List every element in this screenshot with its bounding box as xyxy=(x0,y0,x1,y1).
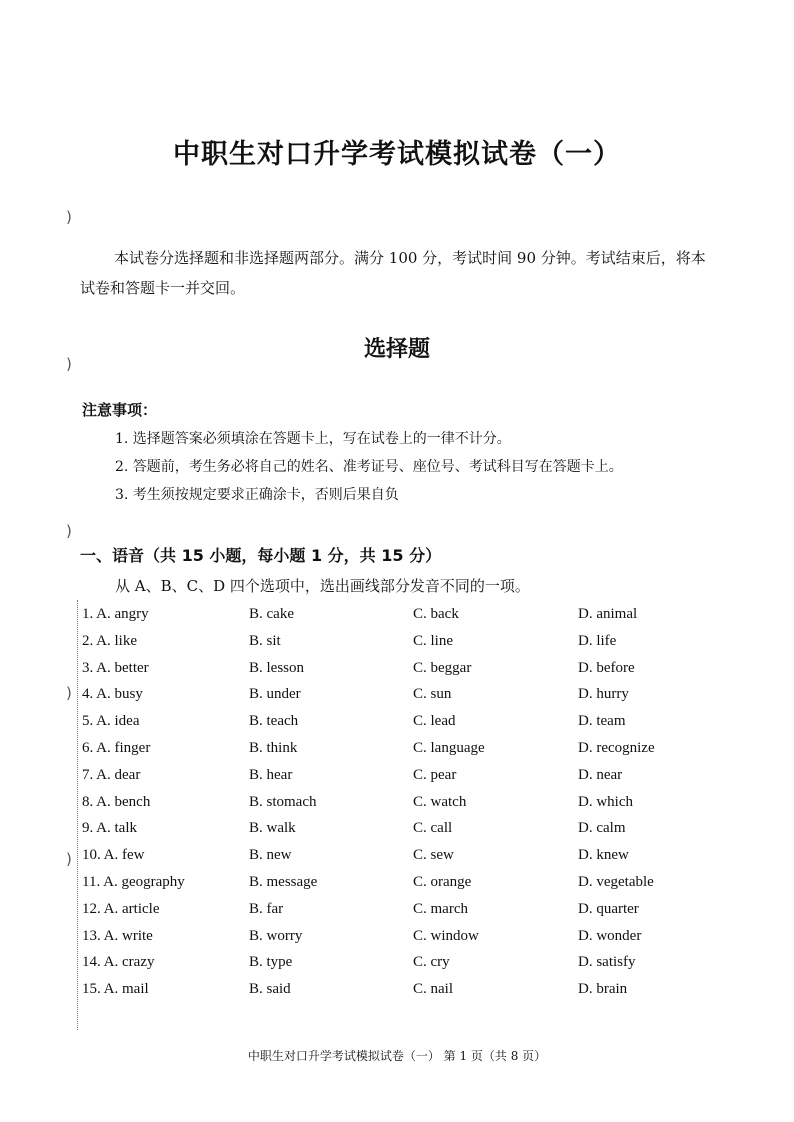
option-b: B. sit xyxy=(249,632,281,649)
question-row xyxy=(82,816,722,843)
option-d: D. before xyxy=(578,659,635,676)
binding-dotted-line xyxy=(77,600,78,1030)
section-title: 选择题 xyxy=(363,336,430,362)
option-b: B. type xyxy=(249,954,293,971)
question-row xyxy=(82,763,722,790)
notes-heading: 注意事项： xyxy=(82,401,158,419)
option-c: C. cry xyxy=(413,954,450,971)
option-c: C. pear xyxy=(413,766,457,783)
question-row xyxy=(82,843,722,870)
option-b: B. think xyxy=(249,739,298,756)
option-c: C. watch xyxy=(413,793,467,810)
option-d: D. team xyxy=(578,713,626,730)
option-d: D. recognize xyxy=(578,739,655,756)
option-c: C. language xyxy=(413,739,485,756)
question-row xyxy=(82,897,722,924)
option-b: B. hear xyxy=(249,766,293,783)
margin-mark: ) xyxy=(66,355,72,373)
option-d: D. satisfy xyxy=(578,954,636,971)
margin-mark: ) xyxy=(66,684,72,702)
option-b: B. far xyxy=(249,900,284,917)
option-a: 11. A. geography xyxy=(82,873,185,890)
option-a: 7. A. dear xyxy=(82,766,141,783)
option-c: C. orange xyxy=(413,873,472,890)
question-row xyxy=(82,950,722,977)
question-row xyxy=(82,736,722,763)
option-d: D. wonder xyxy=(578,927,642,944)
option-d: D. brain xyxy=(578,981,628,998)
option-b: B. stomach xyxy=(249,793,317,810)
option-d: D. knew xyxy=(578,847,629,864)
option-a: 14. A. crazy xyxy=(82,954,155,971)
option-c: C. sew xyxy=(413,847,454,864)
option-b: B. message xyxy=(249,873,318,890)
part-instruction: 从 A、B、C、D 四个选项中，选出画线部分发音不同的一项。 xyxy=(115,577,530,595)
option-c: C. window xyxy=(413,927,479,944)
option-a: 3. A. better xyxy=(82,659,149,676)
note-item: 3. 考生须按规定要求正确涂卡，否则后果自负 xyxy=(115,487,399,503)
option-a: 13. A. write xyxy=(82,927,153,944)
option-a: 5. A. idea xyxy=(82,713,140,730)
option-b: B. cake xyxy=(249,606,294,622)
option-d: D. which xyxy=(578,793,633,810)
option-a: 8. A. bench xyxy=(82,793,151,810)
question-row xyxy=(82,682,722,709)
option-c: C. lead xyxy=(413,713,456,730)
page-footer: 中职生对口升学考试模拟试卷（一） 第 1 页（共 8 页） xyxy=(247,1049,547,1063)
question-row xyxy=(82,790,722,817)
option-a: 1. A. angry xyxy=(82,606,149,622)
option-d: D. calm xyxy=(578,820,626,837)
option-a: 6. A. finger xyxy=(82,739,151,756)
option-d: D. vegetable xyxy=(578,873,654,890)
question-row xyxy=(82,656,722,683)
question-row xyxy=(82,629,722,656)
option-c: C. beggar xyxy=(413,659,472,676)
option-b: B. teach xyxy=(249,713,299,730)
option-b: B. worry xyxy=(249,927,303,944)
option-a: 12. A. article xyxy=(82,900,160,917)
option-d: D. life xyxy=(578,632,617,649)
question-row xyxy=(82,709,722,736)
question-row xyxy=(82,870,722,897)
option-a: 9. A. talk xyxy=(82,820,137,837)
option-d: D. animal xyxy=(578,606,638,622)
option-a: 15. A. mail xyxy=(82,981,149,998)
option-b: B. new xyxy=(249,847,292,864)
question-row xyxy=(82,977,722,1004)
option-c: C. call xyxy=(413,820,453,837)
part-heading: 一、语音（共 15 小题，每小题 1 分，共 15 分） xyxy=(80,546,442,565)
margin-mark: ) xyxy=(66,522,72,540)
option-a: 10. A. few xyxy=(82,847,145,864)
notes-list xyxy=(115,428,715,512)
question-row xyxy=(82,924,722,951)
question-list xyxy=(82,602,722,1004)
note-item: 1. 选择题答案必须填涂在答题卡上，写在试卷上的一律不计分。 xyxy=(115,431,511,447)
option-c: C. back xyxy=(413,606,459,622)
option-c: C. nail xyxy=(413,981,453,998)
option-b: B. under xyxy=(249,686,301,703)
option-d: D. hurry xyxy=(578,686,629,703)
option-c: C. march xyxy=(413,900,468,917)
option-b: B. lesson xyxy=(249,659,305,676)
option-b: B. said xyxy=(249,981,291,998)
question-row xyxy=(82,602,722,629)
option-b: B. walk xyxy=(249,820,296,837)
option-d: D. near xyxy=(578,766,623,783)
option-a: 2. A. like xyxy=(82,632,137,649)
option-a: 4. A. busy xyxy=(82,686,143,703)
note-item: 2. 答题前，考生务必将自己的姓名、准考证号、座位号、考试科目写在答题卡上。 xyxy=(115,459,623,475)
option-c: C. sun xyxy=(413,686,452,703)
option-c: C. line xyxy=(413,632,453,649)
exam-intro: 本试卷分选择题和非选择题两部分。满分 100 分，考试时间 90 分钟。考试结束后，将本试卷和答题卡一并交回。 xyxy=(80,249,706,297)
margin-mark: ) xyxy=(66,850,72,868)
option-d: D. quarter xyxy=(578,900,639,917)
margin-mark: ) xyxy=(66,208,72,226)
page-title: 中职生对口升学考试模拟试卷（一） xyxy=(173,139,621,170)
